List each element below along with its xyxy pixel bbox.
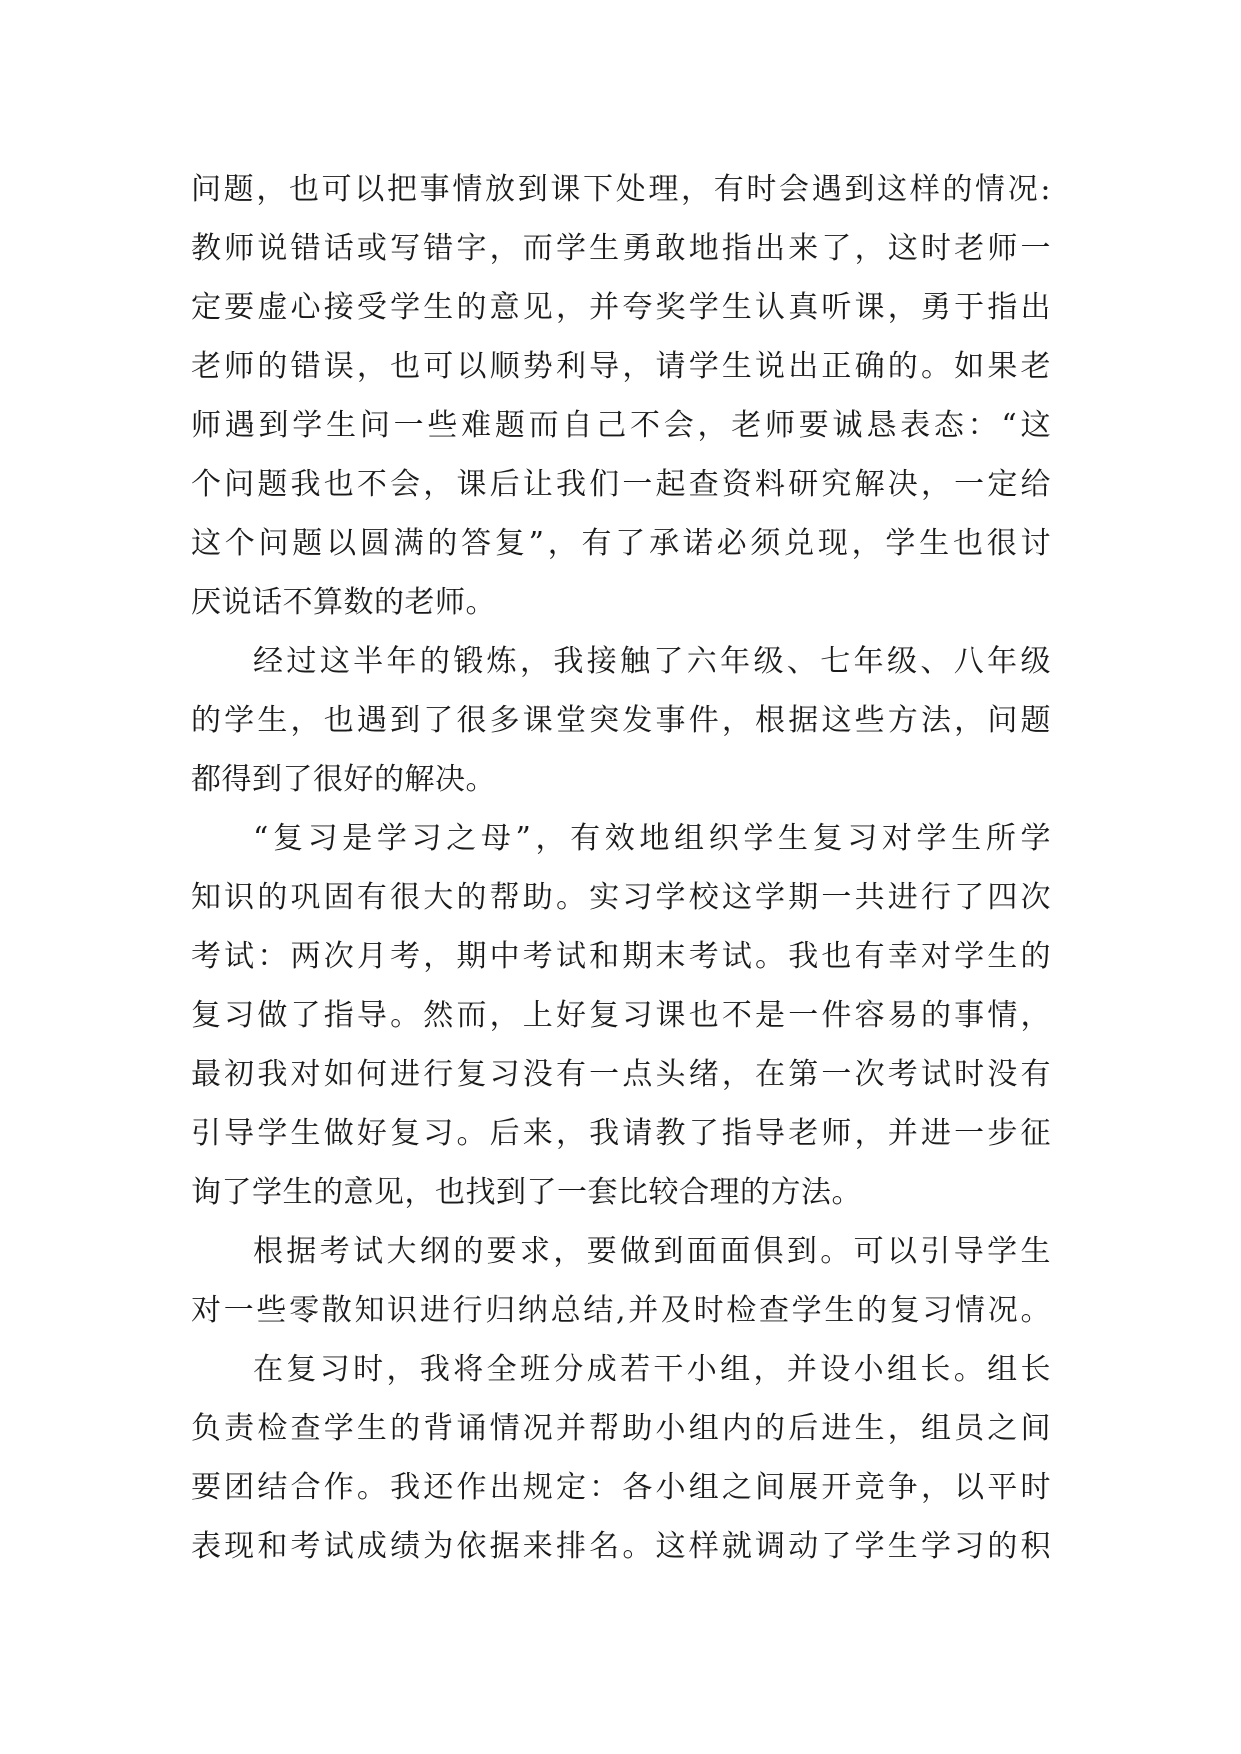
text-line: 定要虚心接受学生的意见，并夸奖学生认真听课，勇于指出	[191, 290, 1051, 325]
text-line: 老师的错误，也可以顺势利导，请学生说出正确的。如果老	[191, 349, 1051, 384]
text-line: 引导学生做好复习。后来，我请教了指导老师，并进一步征	[191, 1116, 1051, 1151]
text-line: 师遇到学生问一些难题而自己不会，老师要诚恳表态：“这	[191, 408, 1051, 443]
text-line: 知识的巩固有很大的帮助。实习学校这学期一共进行了四次	[191, 880, 1051, 915]
text-line: 对一些零散知识进行归纳总结,并及时检查学生的复习情况。	[191, 1293, 1051, 1328]
paragraph-first-line: “复习是学习之母”，有效地组织学生复习对学生所学	[253, 821, 1051, 856]
text-line: 个问题我也不会，课后让我们一起查资料研究解决，一定给	[191, 467, 1051, 502]
text-line: 表现和考试成绩为依据来排名。这样就调动了学生学习的积	[191, 1529, 1051, 1564]
text-line: 的学生，也遇到了很多课堂突发事件，根据这些方法，问题	[191, 703, 1051, 738]
paragraph-first-line: 根据考试大纲的要求，要做到面面俱到。可以引导学生	[253, 1234, 1051, 1269]
text-line: 厌说话不算数的老师。	[191, 585, 496, 620]
text-line: 复习做了指导。然而，上好复习课也不是一件容易的事情，	[191, 998, 1051, 1033]
text-line: 这个问题以圆满的答复”，有了承诺必须兑现，学生也很讨	[191, 526, 1051, 561]
body-text	[191, 160, 1051, 1576]
text-line: 负责检查学生的背诵情况并帮助小组内的后进生，组员之间	[191, 1411, 1051, 1446]
text-line: 要团结合作。我还作出规定：各小组之间展开竞争，以平时	[191, 1470, 1051, 1505]
text-line: 问题，也可以把事情放到课下处理，有时会遇到这样的情况:	[191, 172, 1051, 207]
text-line: 考试：两次月考，期中考试和期末考试。我也有幸对学生的	[191, 939, 1051, 974]
text-line: 最初我对如何进行复习没有一点头绪，在第一次考试时没有	[191, 1057, 1051, 1092]
paragraph-first-line: 在复习时，我将全班分成若干小组，并设小组长。组长	[253, 1352, 1051, 1387]
text-line: 询了学生的意见，也找到了一套比较合理的方法。	[191, 1175, 862, 1210]
paragraph-first-line: 经过这半年的锻炼，我接触了六年级、七年级、八年级	[253, 644, 1051, 679]
text-line: 都得到了很好的解决。	[191, 762, 496, 797]
text-line: 教师说错话或写错字，而学生勇敢地指出来了，这时老师一	[191, 231, 1051, 266]
